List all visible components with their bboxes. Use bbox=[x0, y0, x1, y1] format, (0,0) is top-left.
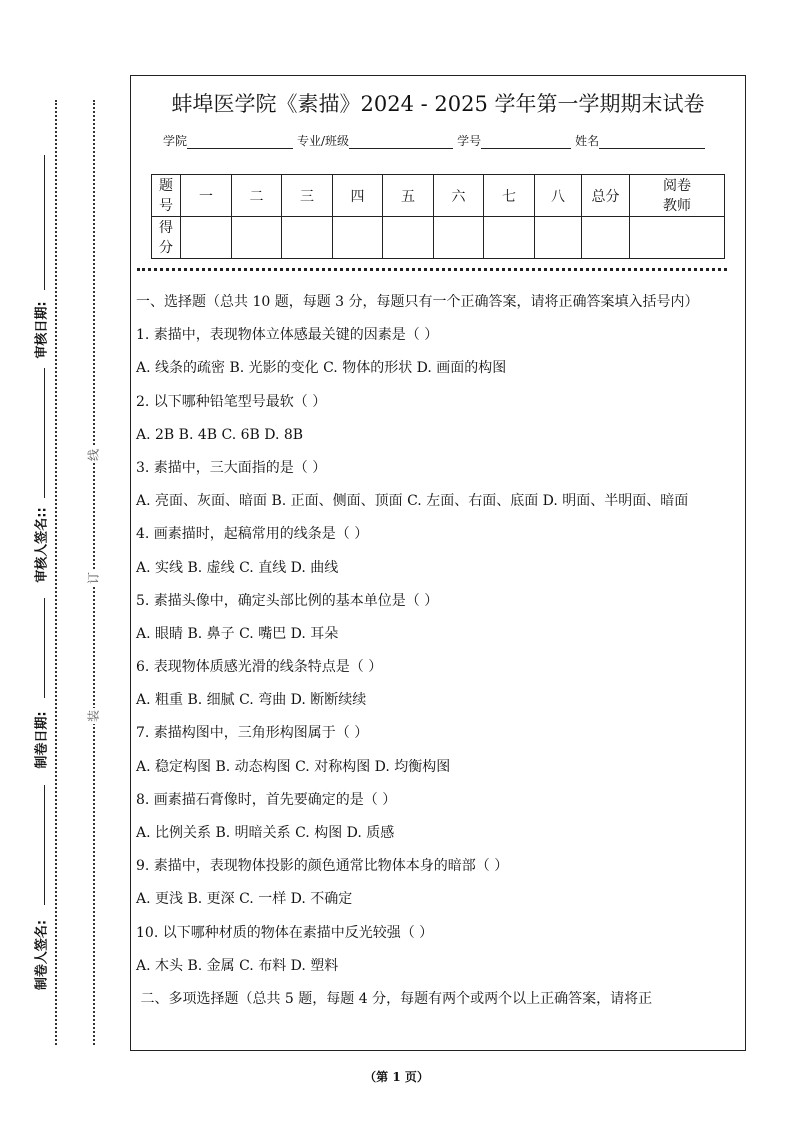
options: A. 实线 B. 虚线 C. 直线 D. 曲线 bbox=[136, 559, 339, 576]
score-cell[interactable] bbox=[484, 217, 535, 259]
options: A. 亮面、灰面、暗面 B. 正面、侧面、顶面 C. 左面、右面、底面 D. 明面、半明面、暗面 bbox=[136, 493, 689, 510]
question: 5. 素描头像中，确定头部比例的基本单位是（ ） bbox=[136, 592, 439, 609]
college-field[interactable] bbox=[187, 134, 293, 149]
header-cell: 七 bbox=[484, 175, 535, 217]
preparation-date-label: 制卷日期: bbox=[34, 711, 50, 769]
score-cell[interactable] bbox=[282, 217, 333, 259]
header-cell: 阅卷 教师 bbox=[630, 175, 725, 217]
student-id-label: 学号 bbox=[457, 134, 482, 148]
student-id-field[interactable] bbox=[481, 134, 571, 149]
header-cell: 五 bbox=[383, 175, 434, 217]
header-cell: 八 bbox=[535, 175, 582, 217]
options: A. 比例关系 B. 明暗关系 C. 构图 D. 质感 bbox=[136, 825, 395, 841]
options: A. 稳定构图 B. 动态构图 C. 对称构图 D. 均衡构图 bbox=[136, 758, 451, 775]
question: 7. 素描构图中，三角形构图属于（ ） bbox=[136, 725, 369, 742]
score-cell[interactable] bbox=[535, 217, 582, 259]
section-heading: 二、多项选择题（总共 5 题，每题 4 分，每题有两个或两个以上正确答案，请将正 bbox=[136, 990, 653, 1007]
name-field[interactable] bbox=[599, 134, 705, 149]
header-cell: 题 号 bbox=[152, 175, 181, 217]
header-cell: 一 bbox=[181, 175, 232, 217]
score-table bbox=[151, 174, 725, 259]
options: A. 2B B. 4B C. 6B D. 8B bbox=[136, 426, 304, 443]
preparer-signature-label: 制卷人签名: bbox=[34, 919, 50, 991]
question: 8. 画素描石膏像时，首先要确定的是（ ） bbox=[136, 791, 397, 808]
question: 1. 素描中，表现物体立体感最关键的因素是（ ） bbox=[136, 327, 439, 344]
exam-body bbox=[136, 292, 739, 1022]
question: 3. 素描中，三大面指的是（ ） bbox=[136, 459, 327, 476]
reviewer-signature-label: 审核人签名:: bbox=[34, 507, 50, 583]
options: A. 粗重 B. 细腻 C. 弯曲 D. 断断续续 bbox=[136, 692, 367, 709]
exam-title: 蚌埠医学院《素描》2024 - 2025 学年第一学期期末试卷 bbox=[171, 92, 705, 116]
header-cell: 得 分 bbox=[152, 217, 181, 259]
signature-line bbox=[44, 155, 45, 290]
options: A. 线条的疏密 B. 光影的变化 C. 物体的形状 D. 画面的构图 bbox=[136, 360, 507, 377]
cut-mark-xian: 线 bbox=[86, 448, 101, 462]
header-cell: 总分 bbox=[582, 175, 630, 217]
question: 9. 素描中，表现物体投影的颜色通常比物体本身的暗部（ ） bbox=[136, 858, 509, 875]
dotted-separator bbox=[137, 268, 727, 271]
review-date-label: 审核日期: bbox=[34, 301, 50, 359]
header-cell: 二 bbox=[232, 175, 282, 217]
college-label: 学院 bbox=[163, 134, 188, 148]
question: 2. 以下哪种铅笔型号最软（ ） bbox=[136, 393, 327, 410]
score-cell[interactable] bbox=[232, 217, 282, 259]
score-cell[interactable] bbox=[181, 217, 232, 259]
name-label: 姓名 bbox=[575, 134, 600, 148]
signature-line bbox=[44, 598, 45, 698]
score-cell[interactable] bbox=[630, 217, 725, 259]
page-number: （第 1 页） bbox=[364, 1070, 429, 1084]
section-heading: 一、选择题（总共 10 题，每题 3 分，每题只有一个正确答案，请将正确答案填入括号内） bbox=[136, 294, 699, 310]
major-class-label: 专业/班级 bbox=[297, 134, 350, 148]
signature-line bbox=[44, 785, 45, 905]
header-cell: 六 bbox=[434, 175, 484, 217]
options: A. 木头 B. 金属 C. 布料 D. 塑料 bbox=[136, 957, 339, 974]
score-cell[interactable] bbox=[383, 217, 434, 259]
header-cell: 三 bbox=[282, 175, 333, 217]
exam-frame bbox=[130, 75, 746, 1051]
cut-mark-zhuang: 装 bbox=[86, 709, 101, 723]
score-cell[interactable] bbox=[333, 217, 383, 259]
student-info-fields bbox=[163, 132, 709, 149]
major-class-field[interactable] bbox=[349, 134, 453, 149]
question: 6. 表现物体质感光滑的线条特点是（ ） bbox=[136, 659, 383, 676]
options: A. 更浅 B. 更深 C. 一样 D. 不确定 bbox=[136, 891, 353, 908]
signature-line bbox=[44, 368, 45, 498]
score-cell[interactable] bbox=[582, 217, 630, 259]
score-cell[interactable] bbox=[434, 217, 484, 259]
header-cell: 四 bbox=[333, 175, 383, 217]
options: A. 眼睛 B. 鼻子 C. 嘴巴 D. 耳朵 bbox=[136, 625, 339, 642]
question: 10. 以下哪种材质的物体在素描中反光较强（ ） bbox=[136, 924, 434, 941]
table-row bbox=[152, 217, 725, 259]
cut-mark-ding: 订 bbox=[86, 571, 101, 585]
question: 4. 画素描时，起稿常用的线条是（ ） bbox=[136, 526, 369, 543]
dotted-line-outer bbox=[55, 100, 57, 1045]
table-row bbox=[152, 175, 725, 217]
